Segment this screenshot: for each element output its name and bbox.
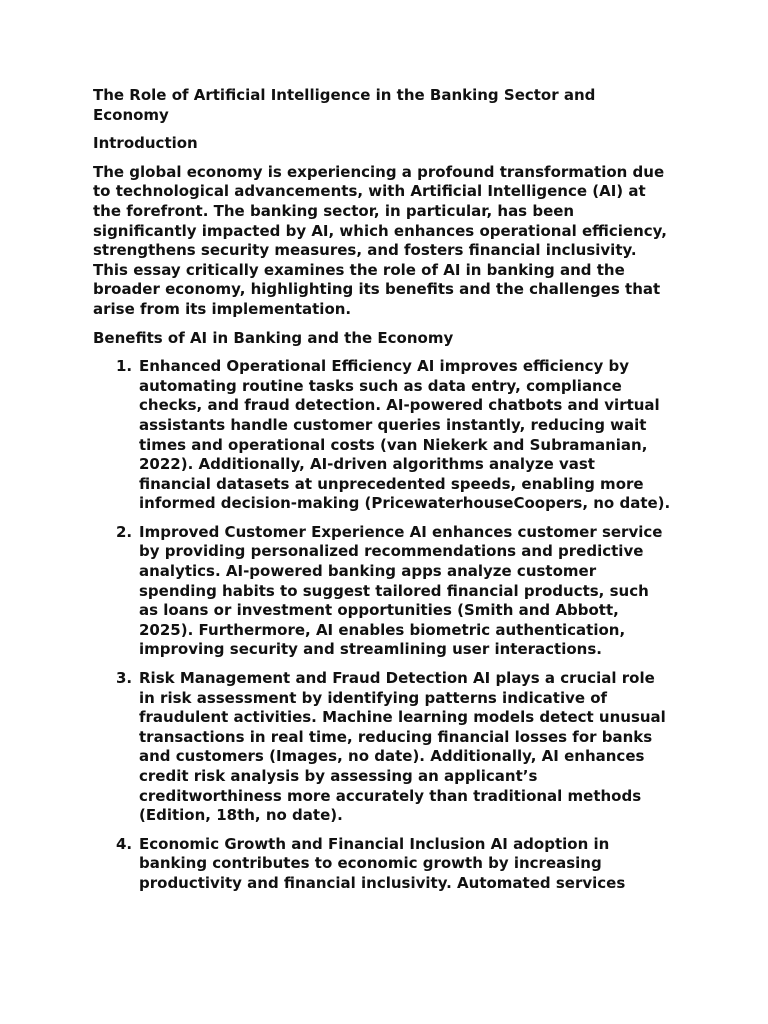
benefits-heading: Benefits of AI in Banking and the Economy — [93, 328, 454, 347]
list-item — [93, 357, 672, 514]
introduction-paragraph: The global economy is experiencing a profound transformation due to technological advancements, with Artificial Intelligence (AI) at the forefront. The banking sector, in particular, has been significantly impacted by AI, which enhances operational efficiency, strengthens security measures, and fosters financial inclusivity. This essay critically examines the role of AI in banking and the broader economy, highlighting its benefits and the challenges that arise from its implementation. — [93, 162, 667, 318]
introduction-heading: Introduction — [93, 134, 198, 153]
list-item-number: 4. — [116, 834, 133, 853]
list-item-number: 2. — [116, 522, 133, 541]
list-item-text: Improved Customer Experience AI enhances customer service by providing personalized recommendations and predictive analytics. AI-powered banking apps analyze customer spending habits to suggest tailored financial products, such as loans or investment opportunities (Smith and Abbott, 2025). Furthermore, AI enables biometric authentication, improving security and streamlining user interactions. — [139, 522, 663, 659]
list-item-number: 1. — [116, 357, 133, 376]
document-title: The Role of Artificial Intelligence in the Banking Sector and Economy — [93, 86, 596, 124]
list-item-text: Enhanced Operational Efficiency AI improves efficiency by automating routine tasks such as data entry, compliance checks, and fraud detection. AI-powered chatbots and virtual assistants handle customer queries instantly, reducing wait times and operational costs (van Niekerk and Subramanian, 2022). Additionally, AI-driven algorithms analyze vast financial datasets at unprecedented speeds, enabling more informed decision-making (PricewaterhouseCoopers, no date). — [139, 357, 671, 513]
list-item — [93, 669, 672, 826]
list-item-text: Risk Management and Fraud Detection AI plays a crucial role in risk assessment by identifying patterns indicative of fraudulent activities. Machine learning models detect unusual transactions in real time, reducing financial losses for banks and customers (Images, no date). Additionally, AI enhances credit risk analysis by assessing an applicant’s creditworthiness more accurately than traditional methods (Edition, 18th, no date). — [139, 669, 666, 825]
benefits-list — [93, 357, 672, 893]
list-item-number: 3. — [116, 669, 133, 688]
list-item-text: Economic Growth and Financial Inclusion AI adoption in banking contributes to economic growth by increasing productivity and financial inclusivity. Automated services — [139, 834, 626, 892]
list-item — [93, 835, 672, 894]
list-item — [93, 523, 672, 660]
